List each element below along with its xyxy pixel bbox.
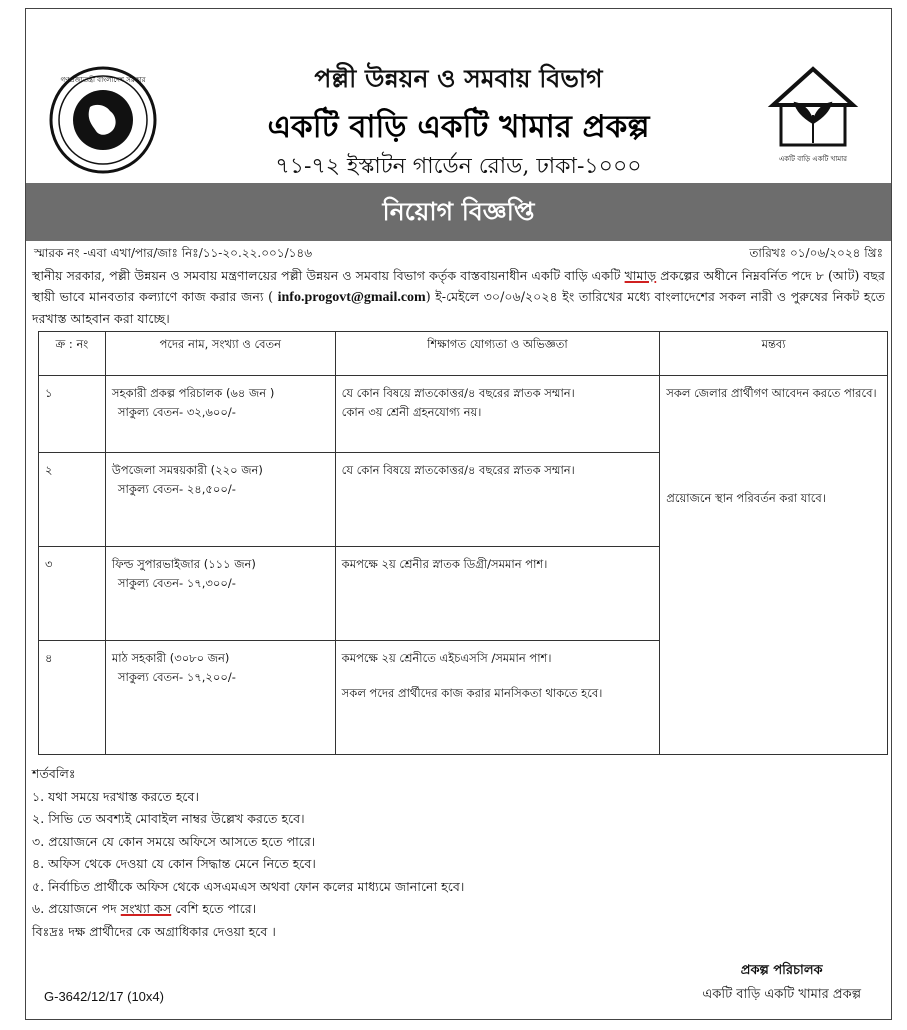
row-qualification — [335, 453, 660, 547]
qualification-line: কমপক্ষে ২য় শ্রেনীর স্নাতক ডিগ্রী/সমমান পাশ। — [341, 557, 548, 571]
qualification-line: কোন ৩য় শ্রেনী গ্রহনযোগ্য নয়। — [341, 405, 482, 419]
special-note: বিঃদ্রঃ দক্ষ প্রার্থীদের কে অগ্রাধিকার দেওয়া হবে । — [32, 923, 276, 939]
row-serial: ২ — [39, 453, 106, 547]
row-serial: ৪ — [39, 641, 106, 755]
header-serial: ক্র : নং — [39, 332, 106, 376]
term-6-text: ৬. প্রয়োজনে পদ — [32, 901, 121, 916]
remark-1: সকল জেলার প্রার্থীগণ আবেদন করতে পারবে। — [666, 386, 877, 400]
post-name: ফিল্ড সুপারভাইজার (১১১ জন) — [111, 557, 256, 571]
salary: সাকুল্য বেতন- ১৭,২০০/- — [117, 670, 236, 684]
row-serial: ১ — [39, 376, 106, 453]
term-6-text-end: বেশি হতে পারে। — [171, 901, 257, 916]
logo-text: একটি বাড়ি একটি খামার — [778, 155, 848, 163]
notice-page — [25, 8, 892, 1020]
posts-table — [38, 331, 888, 755]
term-item — [32, 898, 464, 921]
intro-underlined-word: খামাড় — [624, 268, 657, 283]
header-remarks: মন্তব্য — [660, 332, 888, 376]
header-post: পদের নাম, সংখ্যা ও বেতন — [105, 332, 335, 376]
intro-text-1: স্থানীয় সরকার, পল্লী উন্নয়ন ও সমবায় মন্ত্রণালয়ের পল্লী উন্নয়ন ও সমবায় বিভাগ কর্তৃক বাস্তবায়নাধীন একটি বাড়ি একটি — [32, 268, 625, 283]
project-logo — [765, 65, 861, 165]
salary: সাকুল্য বেতন- ১৭,৩০০/- — [117, 576, 236, 590]
intro-paragraph — [32, 265, 885, 329]
term-6-underlined: সংখ্যা কস — [120, 901, 172, 916]
qualification-line: কমপক্ষে ২য় শ্রেনীতে এইচএসসি /সমমান পাশ। — [341, 651, 552, 665]
qualification-line: যে কোন বিষয়ে স্নাতকোত্তর/৪ বছরের স্নাতক সম্মান। — [341, 463, 575, 477]
address: ৭১-৭২ ইস্কাটন গার্ডেন রোড, ঢাকা-১০০০ — [275, 154, 642, 179]
intro-text-3: ) ই-মেইলে ৩০/০৬/২০২৪ ইং তারিখের মধ্যে বাংলাদেশের সকল নারী ও পুরুষের নিকট হতে দরখাস্ত আহবান করা যাচ্ছে। — [32, 289, 886, 326]
memo-date: তারিখঃ ০১/০৬/২০২৪ খ্রিঃ — [749, 246, 883, 260]
row-qualification — [335, 547, 660, 641]
term-item: ৪. অফিস থেকে দেওয়া যে কোন সিদ্ধান্ত মেনে নিতে হবে। — [32, 856, 316, 871]
term-item: ৫. নির্বাচিত প্রার্থীকে অফিস থেকে এসএমএস অথবা ফোন কলের মাধ্যমে জানানো হবে। — [32, 878, 465, 894]
qualification-line: সকল পদের প্রার্থীদের কাজ করার মানসিকতা থাকতে হবে। — [341, 686, 603, 700]
project-name: একটি বাড়ি একটি খামার প্রকল্প — [267, 109, 650, 145]
reference-row — [34, 245, 883, 263]
header — [26, 9, 891, 181]
contact-email-link[interactable]: info.progovt@gmail.com — [277, 290, 426, 305]
salary: সাকুল্য বেতন- ২৪,৫০০/- — [117, 482, 236, 496]
table-row — [39, 376, 888, 453]
intro-text-2: প্রকল্পের অধীনে নিম্নবর্নিত পদে ৮ (আট) বছর স্থায়ী ভাবে মানবতার কল্যাণে কাজ করার জন্য ( — [32, 268, 885, 304]
seal-text: গণপ্রজাতন্ত্রী বাংলাদেশ সরকার — [60, 76, 146, 84]
row-serial: ৩ — [39, 547, 106, 641]
signatory-org: একটি বাড়ি একটি খামার প্রকল্প — [702, 987, 861, 1002]
signatory-title: প্রকল্প পরিচালক — [740, 963, 823, 978]
term-item: ২. সিভি তে অবশ্যই মোবাইল নাম্বর উল্লেখ করতে হবে। — [32, 811, 305, 826]
salary: সাকুল্য বেতন- ৩২,৬০০/- — [117, 405, 236, 419]
row-post — [105, 547, 335, 641]
post-name: উপজেলা সমন্বয়কারী (২২০ জন) — [111, 463, 263, 477]
department-name: পল্লী উন্নয়ন ও সমবায় বিভাগ — [314, 64, 603, 93]
remarks-cell — [660, 376, 888, 755]
row-qualification — [335, 641, 660, 755]
post-name: সহকারী প্রকল্প পরিচালক (৬৪ জন ) — [111, 386, 275, 400]
notice-title-banner: নিয়োগ বিজ্ঞপ্তি — [26, 183, 891, 241]
row-post — [105, 453, 335, 547]
term-item: ৩. প্রয়োজনে যে কোন সময়ে অফিসে আসতে হতে পারে। — [32, 833, 316, 849]
terms-heading: শর্তবলিঃ — [32, 766, 76, 781]
table-header-row — [39, 332, 888, 376]
publication-code: G-3642/12/17 (10x4) — [44, 989, 164, 1004]
post-name: মাঠ সহকারী (৩০৮০ জন) — [111, 651, 230, 665]
memo-number: স্মারক নং -এবা এখা/পার/জাঃ নিঃ/১১-২০.২২.০০১/১৪৬ — [34, 246, 313, 260]
row-qualification — [335, 376, 660, 453]
row-post — [105, 376, 335, 453]
qualification-line: যে কোন বিষয়ে স্নাতকোত্তর/৪ বছরের স্নাতক সম্মান। — [341, 386, 575, 400]
header-qualification: শিক্ষাগত যোগ্যতা ও অভিজ্ঞতা — [335, 332, 660, 376]
row-post — [105, 641, 335, 755]
signature-block — [702, 959, 861, 1007]
remark-2: প্রয়োজনে স্থান পরিবর্তন করা যাবে। — [666, 491, 826, 505]
term-item: ১. যথা সময়ে দরখাস্ত করতে হবে। — [32, 788, 200, 804]
terms-section — [32, 763, 464, 943]
